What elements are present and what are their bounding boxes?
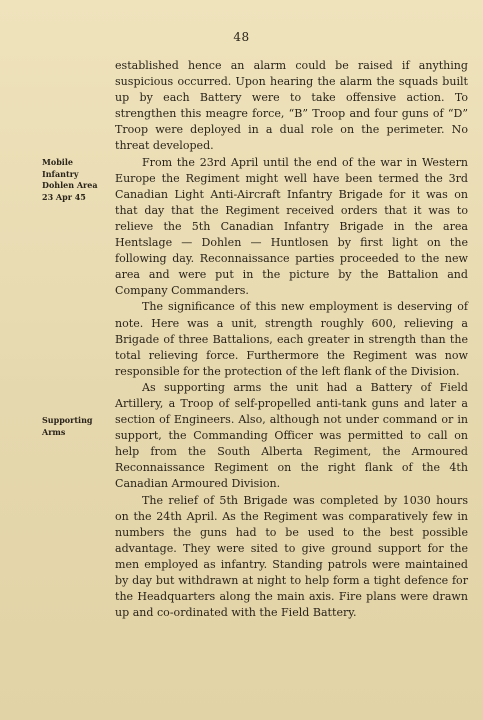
paragraph-relief: The relief of 5th Brigade was completed by 1030 hours on the 24th April. As the Regiment was comparatively few in numbers the guns had to be used to the best possible advantage. They were sited to give ground support for the men employed as infantry. Standing patrols were maintained by day but withdrawn at night to help form a tight defence for the Headquarters along the main axis. Fire plans were drawn up and co-ordinated with the Field Battery. — [115, 493, 468, 620]
margin-note-line: Supporting — [42, 415, 93, 425]
margin-note-line: 23 Apr 45 — [42, 191, 86, 202]
margin-note-line: Arms — [42, 426, 66, 437]
margin-note-line: Mobile — [42, 157, 73, 167]
page-number: 48 — [233, 30, 250, 44]
body-text — [115, 58, 468, 621]
margin-note-mobile-infantry — [42, 157, 112, 203]
margin-note-supporting-arms — [42, 415, 112, 438]
paragraph-supporting-arms: As supporting arms the unit had a Battery of Field Artillery, a Troop of self-propelled anti-tank guns and later a section of Engineers. Also, although not under command or in support, the Commanding Officer was permitted to call on help from the South Alberta Regiment, the Armoured Reconnaissance Regiment on the right flank of the 4th Canadian Armoured Division. — [115, 380, 468, 491]
margin-note-line: Dohlen Area — [42, 180, 98, 190]
margin-note-line: Infantry — [42, 168, 79, 179]
paragraph-mobile-infantry: From the 23rd April until the end of the war in Western Europe the Regiment might well have been termed the 3rd Canadian Light Anti-Aircraft Infantry Brigade for it was on that day that the Regiment received orders that it was to relieve the 5th Canadian Infantry Brigade in the area Hentslage — Dohlen — Huntlosen by first light on the following day. Reconnaissance parties proceeded to the new area and were put in the picture by the Battalion and Company Commanders. — [115, 155, 468, 298]
paragraph-significance: The significance of this new employment is deserving of note. Here was a unit, strength roughly 600, relieving a Brigade of three Battalions, each greater in strength than the total relieving force. Furthermore the Regiment was now responsible for the protection of the left flank of the Division. — [115, 300, 468, 378]
paragraph-continuation: established hence an alarm could be raised if anything suspicious occurred. Upon hearing the alarm the squads built up by each Battery were to take offensive action. To strengthen this meagre force, “B” Troop and four guns of “D” Troop were deployed in a dual role on the perimeter. No threat developed. — [115, 59, 468, 153]
